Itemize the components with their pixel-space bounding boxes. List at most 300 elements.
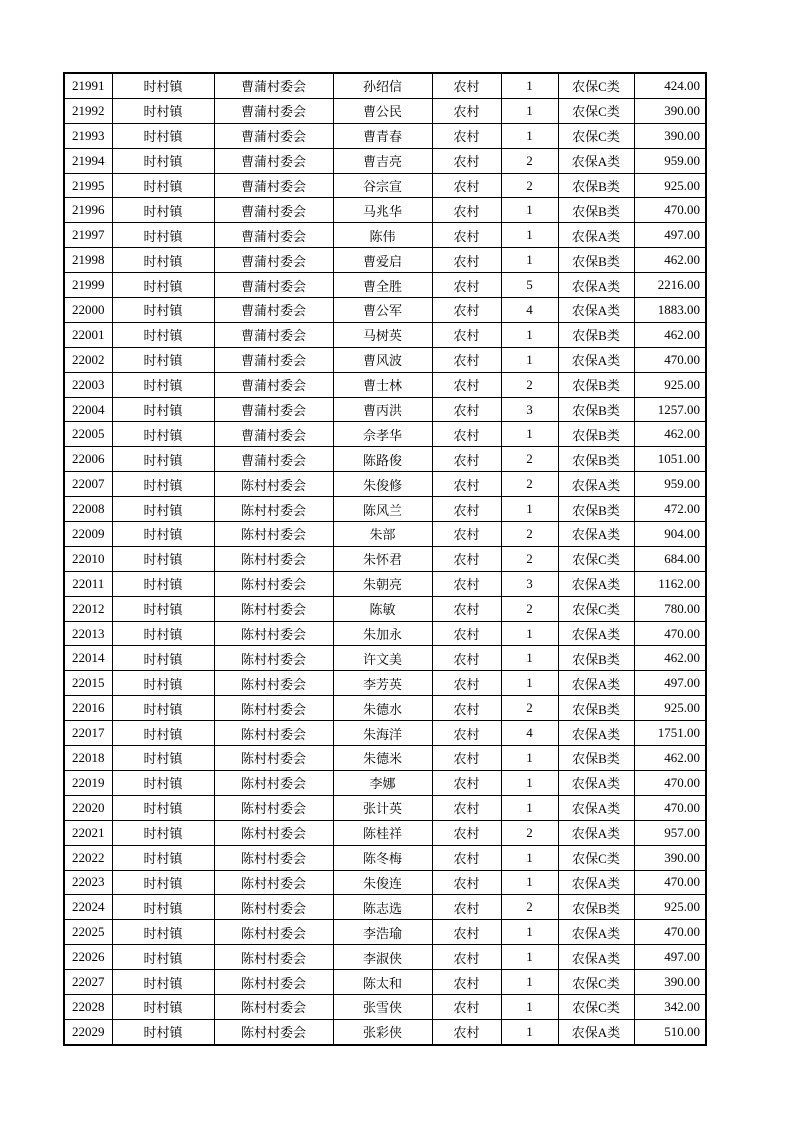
table-row [64, 198, 706, 223]
cell-insurance_category: 农保C类 [558, 546, 634, 571]
cell-household_type: 农村 [432, 870, 501, 895]
cell-insurance_category: 农保A类 [558, 621, 634, 646]
cell-person_name: 曹公军 [333, 298, 432, 323]
cell-amount: 470.00 [634, 347, 706, 372]
cell-insurance_category: 农保B类 [558, 746, 634, 771]
table-row [64, 721, 706, 746]
cell-town: 时村镇 [112, 73, 214, 98]
cell-amount: 1162.00 [634, 571, 706, 596]
cell-village_committee: 曹蒲村委会 [214, 98, 333, 123]
cell-person_name: 朱俊修 [333, 472, 432, 497]
cell-village_committee: 陈村村委会 [214, 522, 333, 547]
cell-insurance_category: 农保C类 [558, 845, 634, 870]
cell-household_type: 农村 [432, 994, 501, 1019]
cell-person_count: 1 [501, 770, 558, 795]
cell-person_name: 谷宗宣 [333, 173, 432, 198]
cell-person_count: 1 [501, 621, 558, 646]
cell-town: 时村镇 [112, 173, 214, 198]
cell-serial_number: 22006 [64, 447, 112, 472]
cell-household_type: 农村 [432, 820, 501, 845]
cell-amount: 390.00 [634, 970, 706, 995]
table-row [64, 671, 706, 696]
cell-household_type: 农村 [432, 546, 501, 571]
cell-amount: 470.00 [634, 198, 706, 223]
cell-insurance_category: 农保B类 [558, 696, 634, 721]
cell-insurance_category: 农保B类 [558, 447, 634, 472]
cell-serial_number: 21994 [64, 148, 112, 173]
cell-serial_number: 21992 [64, 98, 112, 123]
cell-person_name: 朱海洋 [333, 721, 432, 746]
cell-household_type: 农村 [432, 571, 501, 596]
cell-household_type: 农村 [432, 372, 501, 397]
cell-serial_number: 22021 [64, 820, 112, 845]
cell-person_name: 李浩瑜 [333, 920, 432, 945]
cell-household_type: 农村 [432, 746, 501, 771]
cell-person_count: 3 [501, 397, 558, 422]
table-row [64, 522, 706, 547]
cell-amount: 925.00 [634, 372, 706, 397]
cell-amount: 462.00 [634, 646, 706, 671]
cell-amount: 472.00 [634, 497, 706, 522]
cell-person_count: 1 [501, 646, 558, 671]
cell-serial_number: 21995 [64, 173, 112, 198]
cell-person_name: 李芳英 [333, 671, 432, 696]
cell-household_type: 农村 [432, 347, 501, 372]
cell-person_count: 1 [501, 795, 558, 820]
cell-household_type: 农村 [432, 298, 501, 323]
cell-person_name: 陈风兰 [333, 497, 432, 522]
cell-person_name: 陈桂祥 [333, 820, 432, 845]
cell-person_count: 1 [501, 497, 558, 522]
cell-serial_number: 22001 [64, 322, 112, 347]
cell-household_type: 农村 [432, 721, 501, 746]
cell-insurance_category: 农保B类 [558, 372, 634, 397]
cell-person_name: 孙绍信 [333, 73, 432, 98]
cell-person_name: 曹士林 [333, 372, 432, 397]
cell-person_name: 曹公民 [333, 98, 432, 123]
cell-person_name: 张雪侠 [333, 994, 432, 1019]
table-row [64, 646, 706, 671]
cell-insurance_category: 农保B类 [558, 422, 634, 447]
cell-town: 时村镇 [112, 820, 214, 845]
cell-household_type: 农村 [432, 497, 501, 522]
cell-amount: 342.00 [634, 994, 706, 1019]
cell-person_count: 1 [501, 248, 558, 273]
cell-household_type: 农村 [432, 895, 501, 920]
cell-village_committee: 陈村村委会 [214, 795, 333, 820]
cell-village_committee: 曹蒲村委会 [214, 298, 333, 323]
cell-insurance_category: 农保A类 [558, 1019, 634, 1044]
cell-person_name: 朱怀君 [333, 546, 432, 571]
cell-person_name: 朱部 [333, 522, 432, 547]
cell-village_committee: 陈村村委会 [214, 696, 333, 721]
cell-insurance_category: 农保B类 [558, 198, 634, 223]
cell-serial_number: 22007 [64, 472, 112, 497]
cell-person_name: 陈太和 [333, 970, 432, 995]
cell-person_count: 2 [501, 596, 558, 621]
cell-insurance_category: 农保C类 [558, 98, 634, 123]
table-row [64, 895, 706, 920]
cell-household_type: 农村 [432, 148, 501, 173]
cell-amount: 925.00 [634, 696, 706, 721]
table-row [64, 746, 706, 771]
cell-town: 时村镇 [112, 522, 214, 547]
table-row [64, 248, 706, 273]
cell-person_name: 曹爱启 [333, 248, 432, 273]
cell-household_type: 农村 [432, 696, 501, 721]
cell-serial_number: 21997 [64, 223, 112, 248]
cell-insurance_category: 农保C类 [558, 994, 634, 1019]
cell-village_committee: 曹蒲村委会 [214, 273, 333, 298]
cell-serial_number: 22013 [64, 621, 112, 646]
cell-village_committee: 陈村村委会 [214, 546, 333, 571]
cell-amount: 462.00 [634, 422, 706, 447]
cell-town: 时村镇 [112, 223, 214, 248]
cell-village_committee: 陈村村委会 [214, 646, 333, 671]
cell-village_committee: 陈村村委会 [214, 497, 333, 522]
cell-household_type: 农村 [432, 621, 501, 646]
cell-village_committee: 陈村村委会 [214, 845, 333, 870]
cell-person_count: 1 [501, 920, 558, 945]
cell-serial_number: 22011 [64, 571, 112, 596]
cell-amount: 462.00 [634, 746, 706, 771]
cell-amount: 1051.00 [634, 447, 706, 472]
table-row [64, 322, 706, 347]
cell-serial_number: 22015 [64, 671, 112, 696]
cell-insurance_category: 农保A类 [558, 770, 634, 795]
cell-village_committee: 曹蒲村委会 [214, 422, 333, 447]
cell-insurance_category: 农保A类 [558, 671, 634, 696]
cell-person_count: 1 [501, 845, 558, 870]
table-row [64, 497, 706, 522]
cell-person_name: 曹吉亮 [333, 148, 432, 173]
cell-person_name: 李淑侠 [333, 945, 432, 970]
cell-village_committee: 曹蒲村委会 [214, 198, 333, 223]
payment-table [63, 72, 707, 1046]
cell-amount: 497.00 [634, 671, 706, 696]
cell-insurance_category: 农保A类 [558, 298, 634, 323]
cell-household_type: 农村 [432, 596, 501, 621]
cell-serial_number: 22019 [64, 770, 112, 795]
cell-serial_number: 22003 [64, 372, 112, 397]
cell-insurance_category: 农保A类 [558, 571, 634, 596]
cell-village_committee: 曹蒲村委会 [214, 173, 333, 198]
cell-town: 时村镇 [112, 1019, 214, 1044]
cell-village_committee: 陈村村委会 [214, 920, 333, 945]
cell-town: 时村镇 [112, 770, 214, 795]
table-row [64, 422, 706, 447]
table-row [64, 795, 706, 820]
cell-village_committee: 陈村村委会 [214, 671, 333, 696]
cell-person_count: 4 [501, 298, 558, 323]
cell-person_name: 曹丙洪 [333, 397, 432, 422]
cell-amount: 904.00 [634, 522, 706, 547]
cell-person_count: 1 [501, 347, 558, 372]
cell-serial_number: 22018 [64, 746, 112, 771]
cell-village_committee: 曹蒲村委会 [214, 372, 333, 397]
cell-household_type: 农村 [432, 273, 501, 298]
cell-serial_number: 22010 [64, 546, 112, 571]
cell-town: 时村镇 [112, 945, 214, 970]
cell-amount: 780.00 [634, 596, 706, 621]
cell-person_count: 2 [501, 895, 558, 920]
cell-insurance_category: 农保B类 [558, 497, 634, 522]
cell-serial_number: 22024 [64, 895, 112, 920]
cell-town: 时村镇 [112, 397, 214, 422]
table-row [64, 347, 706, 372]
table-row [64, 621, 706, 646]
cell-person_count: 1 [501, 98, 558, 123]
cell-village_committee: 陈村村委会 [214, 721, 333, 746]
cell-household_type: 农村 [432, 671, 501, 696]
cell-amount: 959.00 [634, 148, 706, 173]
cell-insurance_category: 农保C类 [558, 73, 634, 98]
cell-insurance_category: 农保A类 [558, 920, 634, 945]
cell-household_type: 农村 [432, 223, 501, 248]
cell-person_name: 陈伟 [333, 223, 432, 248]
cell-amount: 424.00 [634, 73, 706, 98]
cell-person_count: 1 [501, 422, 558, 447]
table-row [64, 148, 706, 173]
cell-town: 时村镇 [112, 920, 214, 945]
table-row [64, 173, 706, 198]
cell-household_type: 农村 [432, 845, 501, 870]
table-row [64, 73, 706, 98]
cell-household_type: 农村 [432, 1019, 501, 1044]
cell-person_count: 1 [501, 746, 558, 771]
cell-person_count: 1 [501, 994, 558, 1019]
cell-village_committee: 陈村村委会 [214, 621, 333, 646]
cell-serial_number: 22016 [64, 696, 112, 721]
table-row [64, 273, 706, 298]
cell-amount: 462.00 [634, 248, 706, 273]
cell-household_type: 农村 [432, 945, 501, 970]
cell-household_type: 农村 [432, 73, 501, 98]
cell-town: 时村镇 [112, 845, 214, 870]
cell-serial_number: 22023 [64, 870, 112, 895]
table-row [64, 770, 706, 795]
cell-insurance_category: 农保C类 [558, 596, 634, 621]
cell-serial_number: 22028 [64, 994, 112, 1019]
cell-town: 时村镇 [112, 721, 214, 746]
cell-household_type: 农村 [432, 795, 501, 820]
cell-household_type: 农村 [432, 970, 501, 995]
cell-amount: 1257.00 [634, 397, 706, 422]
cell-person_name: 陈冬梅 [333, 845, 432, 870]
cell-serial_number: 22012 [64, 596, 112, 621]
cell-village_committee: 曹蒲村委会 [214, 148, 333, 173]
cell-person_count: 1 [501, 970, 558, 995]
cell-serial_number: 22000 [64, 298, 112, 323]
cell-insurance_category: 农保A类 [558, 945, 634, 970]
cell-amount: 470.00 [634, 621, 706, 646]
cell-village_committee: 曹蒲村委会 [214, 223, 333, 248]
cell-insurance_category: 农保A类 [558, 223, 634, 248]
cell-person_name: 朱朝亮 [333, 571, 432, 596]
table-row [64, 596, 706, 621]
cell-person_count: 2 [501, 472, 558, 497]
cell-serial_number: 22026 [64, 945, 112, 970]
cell-insurance_category: 农保B类 [558, 322, 634, 347]
cell-village_committee: 曹蒲村委会 [214, 397, 333, 422]
cell-town: 时村镇 [112, 298, 214, 323]
cell-village_committee: 陈村村委会 [214, 571, 333, 596]
cell-household_type: 农村 [432, 447, 501, 472]
table-row [64, 571, 706, 596]
cell-household_type: 农村 [432, 397, 501, 422]
cell-town: 时村镇 [112, 123, 214, 148]
cell-town: 时村镇 [112, 870, 214, 895]
cell-person_name: 张彩侠 [333, 1019, 432, 1044]
cell-amount: 2216.00 [634, 273, 706, 298]
cell-serial_number: 22014 [64, 646, 112, 671]
cell-insurance_category: 农保C类 [558, 970, 634, 995]
cell-town: 时村镇 [112, 198, 214, 223]
cell-serial_number: 22029 [64, 1019, 112, 1044]
cell-town: 时村镇 [112, 646, 214, 671]
cell-town: 时村镇 [112, 671, 214, 696]
cell-village_committee: 曹蒲村委会 [214, 73, 333, 98]
cell-village_committee: 曹蒲村委会 [214, 447, 333, 472]
cell-person_name: 曹全胜 [333, 273, 432, 298]
table-row [64, 472, 706, 497]
cell-serial_number: 22004 [64, 397, 112, 422]
cell-person_name: 李娜 [333, 770, 432, 795]
cell-insurance_category: 农保A类 [558, 273, 634, 298]
cell-insurance_category: 农保A类 [558, 148, 634, 173]
cell-serial_number: 22027 [64, 970, 112, 995]
cell-person_count: 5 [501, 273, 558, 298]
cell-serial_number: 22005 [64, 422, 112, 447]
cell-amount: 925.00 [634, 895, 706, 920]
cell-household_type: 农村 [432, 770, 501, 795]
cell-village_committee: 曹蒲村委会 [214, 123, 333, 148]
cell-person_count: 1 [501, 223, 558, 248]
cell-insurance_category: 农保A类 [558, 472, 634, 497]
cell-person_count: 2 [501, 820, 558, 845]
cell-person_count: 2 [501, 546, 558, 571]
cell-person_name: 朱加永 [333, 621, 432, 646]
cell-insurance_category: 农保A类 [558, 795, 634, 820]
cell-person_count: 2 [501, 372, 558, 397]
cell-town: 时村镇 [112, 994, 214, 1019]
cell-amount: 390.00 [634, 845, 706, 870]
table-row [64, 945, 706, 970]
cell-village_committee: 陈村村委会 [214, 970, 333, 995]
cell-person_name: 马兆华 [333, 198, 432, 223]
cell-person_name: 陈志选 [333, 895, 432, 920]
cell-serial_number: 21998 [64, 248, 112, 273]
table-row [64, 98, 706, 123]
cell-person_count: 3 [501, 571, 558, 596]
cell-town: 时村镇 [112, 696, 214, 721]
cell-town: 时村镇 [112, 472, 214, 497]
cell-amount: 470.00 [634, 795, 706, 820]
cell-amount: 470.00 [634, 920, 706, 945]
cell-person_name: 佘孝华 [333, 422, 432, 447]
cell-insurance_category: 农保B类 [558, 248, 634, 273]
cell-amount: 684.00 [634, 546, 706, 571]
table-row [64, 372, 706, 397]
cell-household_type: 农村 [432, 98, 501, 123]
cell-village_committee: 陈村村委会 [214, 945, 333, 970]
cell-serial_number: 22022 [64, 845, 112, 870]
cell-insurance_category: 农保A类 [558, 522, 634, 547]
table-row [64, 223, 706, 248]
cell-insurance_category: 农保A类 [558, 820, 634, 845]
table-row [64, 870, 706, 895]
cell-town: 时村镇 [112, 372, 214, 397]
cell-village_committee: 曹蒲村委会 [214, 248, 333, 273]
cell-amount: 470.00 [634, 770, 706, 795]
cell-serial_number: 21993 [64, 123, 112, 148]
cell-insurance_category: 农保A类 [558, 870, 634, 895]
cell-person_name: 曹青春 [333, 123, 432, 148]
cell-amount: 390.00 [634, 123, 706, 148]
cell-village_committee: 陈村村委会 [214, 1019, 333, 1044]
table-row [64, 845, 706, 870]
cell-person_name: 陈敏 [333, 596, 432, 621]
cell-town: 时村镇 [112, 497, 214, 522]
cell-village_committee: 陈村村委会 [214, 596, 333, 621]
cell-serial_number: 22009 [64, 522, 112, 547]
table-row [64, 994, 706, 1019]
cell-amount: 470.00 [634, 870, 706, 895]
cell-serial_number: 22017 [64, 721, 112, 746]
cell-person_count: 1 [501, 198, 558, 223]
cell-person_count: 2 [501, 522, 558, 547]
cell-town: 时村镇 [112, 273, 214, 298]
cell-household_type: 农村 [432, 920, 501, 945]
cell-village_committee: 陈村村委会 [214, 472, 333, 497]
cell-person_name: 朱俊连 [333, 870, 432, 895]
cell-amount: 497.00 [634, 223, 706, 248]
cell-serial_number: 21996 [64, 198, 112, 223]
cell-village_committee: 陈村村委会 [214, 870, 333, 895]
cell-town: 时村镇 [112, 746, 214, 771]
cell-village_committee: 陈村村委会 [214, 746, 333, 771]
cell-village_committee: 陈村村委会 [214, 770, 333, 795]
cell-person_name: 曹风波 [333, 347, 432, 372]
cell-town: 时村镇 [112, 895, 214, 920]
table-row [64, 123, 706, 148]
cell-person_count: 1 [501, 1019, 558, 1044]
table-row [64, 298, 706, 323]
cell-person_count: 1 [501, 322, 558, 347]
cell-household_type: 农村 [432, 123, 501, 148]
cell-person_count: 2 [501, 148, 558, 173]
cell-household_type: 农村 [432, 522, 501, 547]
cell-town: 时村镇 [112, 248, 214, 273]
cell-town: 时村镇 [112, 98, 214, 123]
table-row [64, 546, 706, 571]
cell-village_committee: 曹蒲村委会 [214, 347, 333, 372]
cell-town: 时村镇 [112, 571, 214, 596]
cell-insurance_category: 农保B类 [558, 397, 634, 422]
cell-amount: 462.00 [634, 322, 706, 347]
cell-serial_number: 22002 [64, 347, 112, 372]
cell-household_type: 农村 [432, 248, 501, 273]
cell-amount: 925.00 [634, 173, 706, 198]
cell-town: 时村镇 [112, 795, 214, 820]
cell-town: 时村镇 [112, 422, 214, 447]
cell-household_type: 农村 [432, 472, 501, 497]
table-row [64, 397, 706, 422]
cell-village_committee: 陈村村委会 [214, 820, 333, 845]
cell-serial_number: 22025 [64, 920, 112, 945]
cell-town: 时村镇 [112, 148, 214, 173]
table-row [64, 970, 706, 995]
